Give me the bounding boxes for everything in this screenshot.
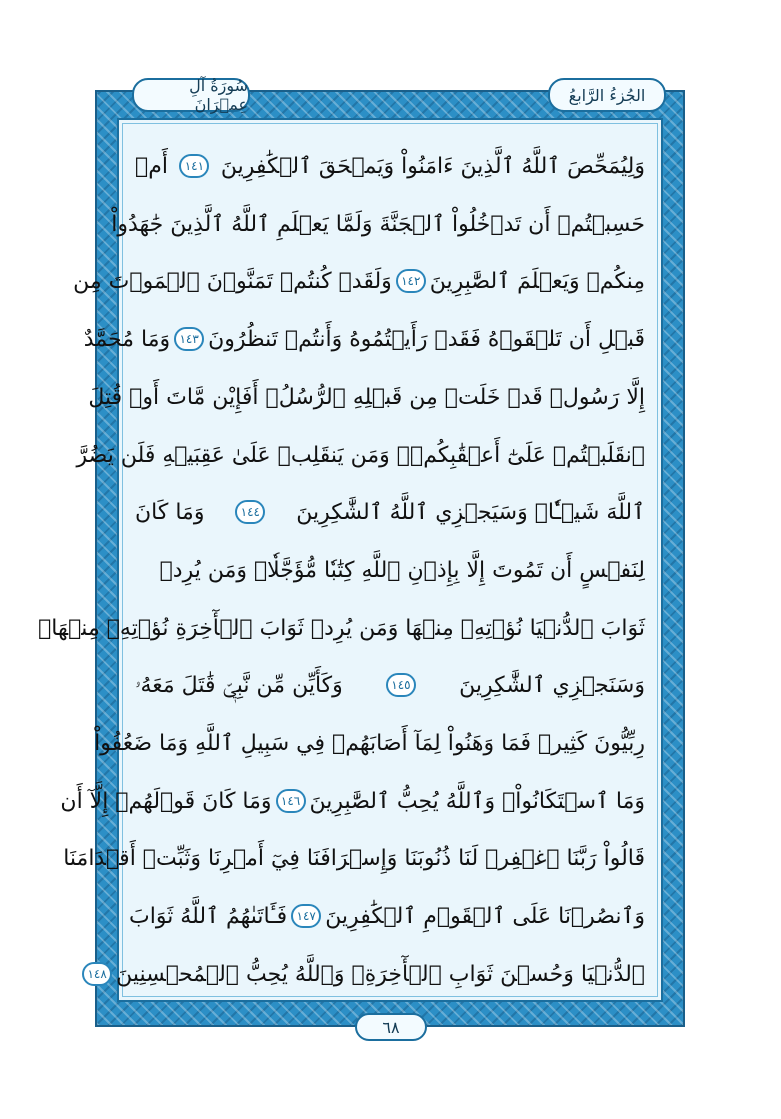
verse-line [111, 204, 645, 244]
page-number-label: ٦٨ [382, 1017, 400, 1037]
verse-text: فَـَٔاتَىٰهُمُ ٱللَّهُ ثَوَابَ [129, 903, 288, 929]
ayah-number-marker: ١٤٧ [291, 904, 321, 928]
verse-text: ٱللَّهَ شَيۡـٔٗاۗ وَسَيَجۡزِي ٱللَّهُ ٱلشَّٰكِرِينَ [296, 499, 645, 525]
verse-text: وَمَا ٱسۡتَكَانُواْۗ وَٱللَّهُ يُحِبُّ ٱلصَّٰبِرِينَ [309, 788, 645, 814]
ayah-number-marker: ١٤٤ [235, 500, 265, 524]
verse-text: قَالُواْ رَبَّنَا ٱغۡفِرۡ لَنَا ذُنُوبَنَا وَإِسۡرَافَنَا فِيٓ أَمۡرِنَا وَثَبِّتۡ أَقۡدَامَنَا [63, 845, 645, 871]
verse-line [129, 896, 645, 936]
page-number [355, 1013, 427, 1041]
verse-text: وَلِيُمَحِّصَ ٱللَّهُ ٱلَّذِينَ ءَامَنُواْ وَيَمۡحَقَ ٱلۡكَٰفِرِينَ [220, 153, 645, 179]
verse-text: وَسَنَجۡزِي ٱلشَّٰكِرِينَ [459, 672, 645, 698]
verse-text: رِبِّيُّونَ كَثِيرٞ فَمَا وَهَنُواْ لِمَآ أَصَابَهُمۡ فِي سَبِيلِ ٱللَّهِ وَمَا ضَعُفُواْ [94, 730, 645, 756]
verse-text: ٱلدُّنۡيَا وَحُسۡنَ ثَوَابِ ٱلۡأٓخِرَةِۗ وَٱللَّهُ يُحِبُّ ٱلۡمُحۡسِنِينَ [116, 961, 645, 987]
verse-line [73, 261, 645, 301]
verse-line [94, 723, 645, 763]
verse-line [60, 781, 645, 821]
verse-line [135, 492, 645, 532]
juz-label: الجُزءُ الرَّابعُ [568, 85, 646, 105]
juz-header [548, 78, 666, 112]
verse-text: حَسِبۡتُمۡ أَن تَدۡخُلُواْ ٱلۡجَنَّةَ وَلَمَّا يَعۡلَمِ ٱللَّهُ ٱلَّذِينَ جَٰهَدُواْ [111, 211, 645, 237]
verse-text: ثَوَابَ ٱلدُّنۡيَا نُؤۡتِهِۦ مِنۡهَا وَمَن يُرِدۡ ثَوَابَ ٱلۡأٓخِرَةِ نُؤۡتِهِۦ مِنۡهَاۚ [38, 615, 645, 641]
verse-line [135, 146, 645, 186]
verse-text: إِلَّا رَسُولٞ قَدۡ خَلَتۡ مِن قَبۡلِهِ ٱلرُّسُلُۚ أَفَإِيْن مَّاتَ أَوۡ قُتِلَ [88, 384, 645, 410]
verse-line [135, 550, 645, 590]
verse-text: ٱنقَلَبۡتُمۡ عَلَىٰٓ أَعۡقَٰبِكُمۡۚ وَمَن يَنقَلِبۡ عَلَىٰ عَقِبَيۡهِ فَلَن يَضُرَّ [76, 442, 645, 468]
verse-line [135, 665, 645, 705]
surah-header [132, 78, 250, 112]
ayah-number-marker: ١٤٢ [396, 269, 426, 293]
verse-text: لِنَفۡسٍ أَن تَمُوتَ إِلَّا بِإِذۡنِ ٱللَّهِ كِتَٰبٗا مُّؤَجَّلٗاۗ وَمَن يُرِدۡ [159, 557, 645, 583]
verse-line [38, 608, 645, 648]
verse-text: وَمَا كَانَ [135, 499, 205, 525]
verse-text: مِنكُمۡ وَيَعۡلَمَ ٱلصَّٰبِرِينَ [429, 268, 645, 294]
verse-text: أَمۡ [135, 153, 168, 179]
verse-text: وَمَا مُحَمَّدٌ [83, 326, 171, 352]
ayah-number-marker: ١٤٥ [386, 673, 416, 697]
verse-text: وَمَا كَانَ قَوۡلَهُمۡ إِلَّآ أَن [60, 788, 272, 814]
ayah-number-marker: ١٤١ [179, 154, 209, 178]
ayah-number-marker: ١٤٨ [82, 962, 112, 986]
verse-line [63, 838, 645, 878]
ayah-number-marker: ١٤٦ [276, 789, 306, 813]
verse-text: وَكَأَيِّن مِّن نَّبِيّٖ قَٰتَلَ مَعَهُۥ [135, 672, 343, 698]
verse-line [87, 954, 645, 994]
verse-text: قَبۡلِ أَن تَلۡقَوۡهُ فَقَدۡ رَأَيۡتُمُوهُ وَأَنتُمۡ تَنظُرُونَ [208, 326, 645, 352]
verse-line [83, 319, 645, 359]
surah-label: سُورَةُ آلِ عِمۡرَانَ [189, 76, 248, 114]
verse-line [88, 377, 645, 417]
ayah-number-marker: ١٤٣ [174, 327, 204, 351]
verse-line [76, 435, 645, 475]
verse-text: وَٱنصُرۡنَا عَلَى ٱلۡقَوۡمِ ٱلۡكَٰفِرِينَ [325, 903, 645, 929]
verse-text: وَلَقَدۡ كُنتُمۡ تَمَنَّوۡنَ ٱلۡمَوۡتَ مِن [73, 268, 392, 294]
